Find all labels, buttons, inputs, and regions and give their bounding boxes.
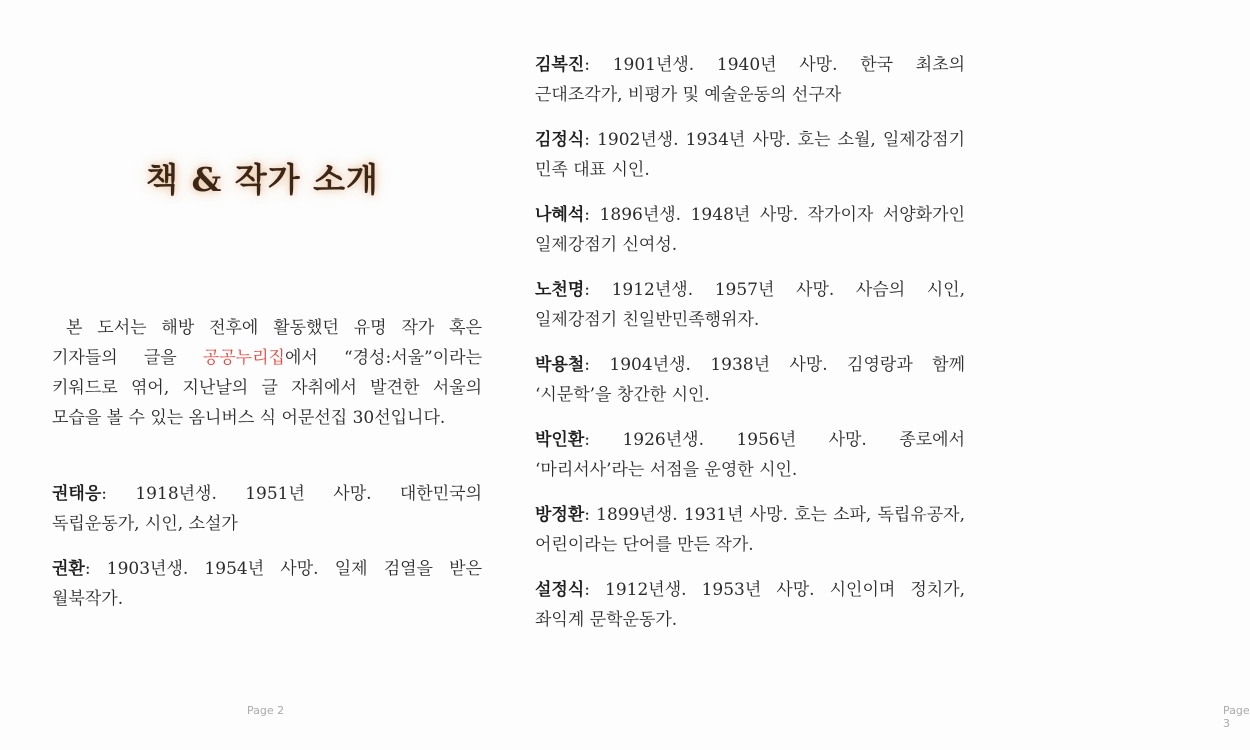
page-number-right: Page 3 [1223, 704, 1250, 730]
intro-text-before: 본 도서는 해방 전후에 활동했던 유명 작가 혹은 기자들의 글을 [52, 318, 482, 368]
author-entry [535, 275, 965, 335]
intro-text-after: 에서 “경성:서울”이라는 키워드로 엮어, 지난날의 글 자취에서 발견한 서울의 모습을 볼 수 있는 옴니버스 식 어문선집 30선입니다. [52, 348, 483, 428]
author-description: : 1912년생. 1957년 사망. 사슴의 시인, 일제강점기 친일반민족행위자. [535, 280, 965, 330]
left-page[interactable] [0, 0, 500, 750]
page-number-left: Page 2 [247, 704, 285, 717]
author-entry [535, 425, 965, 485]
author-list-right [535, 50, 965, 650]
author-description: : 1904년생. 1938년 사망. 김영랑과 함께 ‘시문학’을 창간한 시인. [535, 355, 965, 405]
author-description: : 1902년생. 1934년 사망. 호는 소월, 일제강점기 민족 대표 시인. [535, 130, 965, 180]
author-name: 나혜석 [535, 205, 585, 225]
author-description: : 1918년생. 1951년 사망. 대한민국의 독립운동가, 시인, 소설가 [52, 484, 482, 534]
author-name: 김정식 [535, 130, 585, 150]
author-description: : 1901년생. 1940년 사망. 한국 최초의 근대조각가, 비평가 및 예술운동의 선구자 [535, 55, 965, 105]
author-name: 권환 [52, 559, 85, 579]
author-entry [52, 554, 482, 614]
page-title: 책 & 작가 소개 [146, 160, 379, 200]
author-name: 권태응 [52, 484, 102, 504]
gonggongnuri-link[interactable]: 공공누리집 [202, 348, 285, 368]
author-name: 박용철 [535, 355, 585, 375]
intro-paragraph [52, 313, 482, 433]
author-entry [535, 125, 965, 185]
author-description: : 1896년생. 1948년 사망. 작가이자 서양화가인 일제강점기 신여성. [535, 205, 965, 255]
author-description: : 1899년생. 1931년 사망. 호는 소파, 독립유공자, 어린이라는 단어를 만든 작가. [535, 505, 965, 555]
author-entry [535, 575, 965, 635]
author-entry [535, 500, 965, 560]
author-name: 설정식 [535, 580, 585, 600]
author-entry [535, 200, 965, 260]
author-description: : 1912년생. 1953년 사망. 시인이며 정치가, 좌익계 문학운동가. [535, 580, 965, 630]
author-name: 김복진 [535, 55, 585, 75]
author-entry [535, 50, 965, 110]
author-description: : 1926년생. 1956년 사망. 종로에서 ‘마리서사’라는 서점을 운영한 시인. [535, 430, 965, 480]
author-entry [52, 479, 482, 539]
author-name: 방정환 [535, 505, 585, 525]
author-description: : 1903년생. 1954년 사망. 일제 검열을 받은 월북작가. [52, 559, 482, 609]
author-entry [535, 350, 965, 410]
author-name: 박인환 [535, 430, 585, 450]
author-name: 노천명 [535, 280, 585, 300]
author-list-left [52, 479, 482, 629]
